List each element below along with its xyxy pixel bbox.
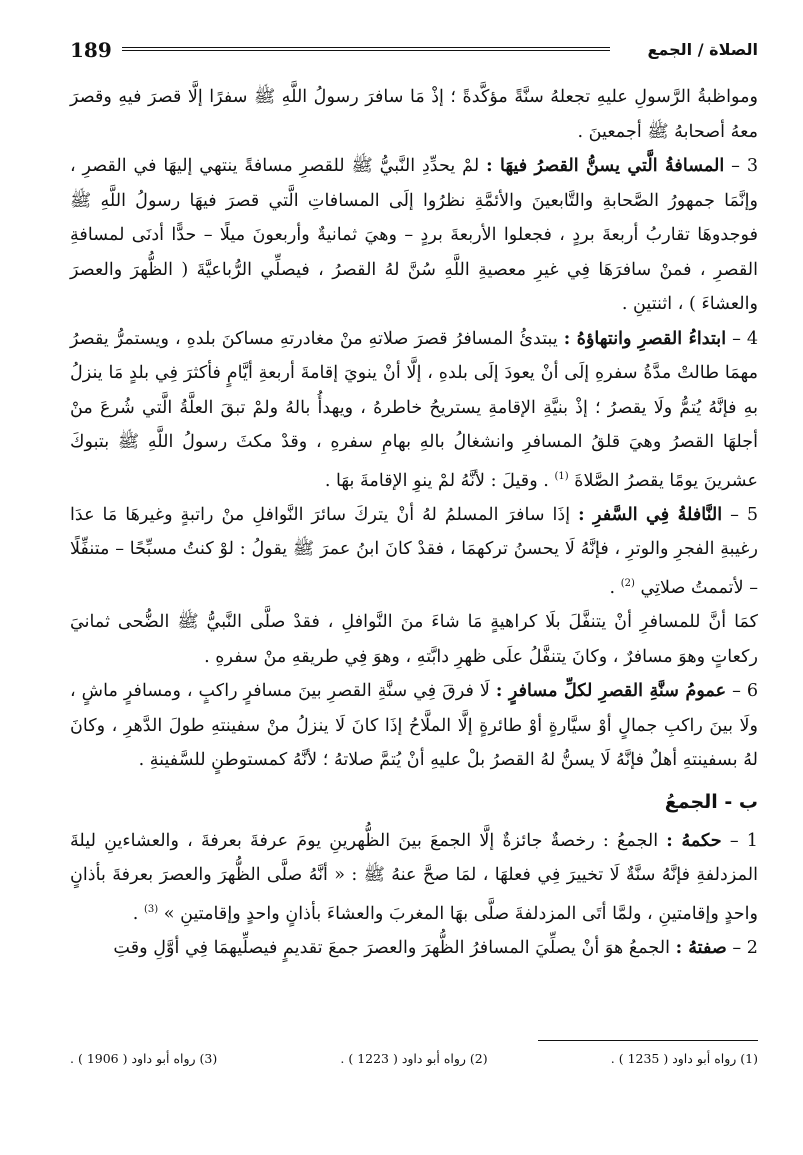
- item-number: 2 –: [732, 938, 758, 959]
- paragraph-text: يبتدئُ المسافرُ قصرَ صلاتهِ منْ مغادرتهِ مساكنَ بلدهِ ، ويستمرُّ يقصرُ مهمَا طالتْ مدَّةُ سفرهِ إلَى أنْ يعودَ إلَى بلدهِ ، إلَّا أنْ ينويَ إقامةَ أربعةِ أيَّامٍ فأكثرَ فِي بلدٍ مَا ينزلُ بهِ فإنَّهُ يُتمُّ ولَا يقصرُ ؛ إذْ بنيَّةِ الإقامةِ يستريحُ خاطرهُ ، ويهدأُ بالهُ ولمْ تبقَ العلَّةُ الَّتي شُرعَ منْ أجلهَا القصرُ وهيَ قلقُ المسافرِ وانشغالُ بالهِ بهامِ سفرهِ ، وقدْ مكثَ رسولُ اللَّهِ ﷺ بتبوكَ عشرينَ يومًا يقصرُ الصَّلاةَ: [70, 328, 758, 491]
- item-number: 4 –: [732, 328, 759, 349]
- footnote-rule: [538, 1040, 758, 1041]
- paragraph-text: . وقيلَ : لأنَّهُ لمْ ينوِ الإقامةَ بهَا .: [324, 470, 549, 491]
- paragraph-continuation: [70, 80, 758, 149]
- paragraph-text: لَا فرقَ فِي سنَّةِ القصرِ بينَ مسافرٍ راكبٍ ، ومسافرٍ ماشٍ ، ولَا بينَ راكبِ جمالٍ أوْ سيَّارةٍ أوْ طائرةٍ إلَّا الملَّاحُ إذَا كانَ لَا ينزلُ منْ سفينتهِ طولَ الدَّهرِ ، وكانَ لهُ بسفينتهِ أهلٌ فإنَّهُ لَا يسنُّ لهُ القصرُ بلْ عليهِ أنْ يُتمَّ صلاتهُ ؛ لأنَّهُ كمستوطنٍ للسَّفينةِ .: [70, 681, 758, 771]
- page-body: [70, 80, 758, 966]
- page-header: [70, 38, 758, 78]
- paragraph-ruling: [70, 824, 758, 931]
- paragraph-text: إذَا سافرَ المسلمُ لهُ أنْ يتركَ سائرَ النَّوافلِ منْ راتبةٍ وغيرهَا مَا عدَا رغيبةِ الفجرِ والوترِ ، فإنَّهُ لَا يحسنُ تركهمَا ، فقدْ كانَ ابنُ عمرَ ﷺ يقولُ : لوْ كنتُ مسبِّحًا – متنفِّلًا – لأتممتُ صلاتِي: [70, 504, 758, 598]
- footnote-line: [70, 1051, 758, 1066]
- footnote-ref-3[interactable]: (3): [143, 903, 159, 915]
- item-heading: حكمهُ :: [666, 829, 722, 851]
- paragraph-distance: [70, 149, 758, 322]
- running-title: الصلاة / الجمع: [647, 40, 758, 59]
- footnote-2: (2) رواه أبو داود ( 1223 ) .: [340, 1051, 488, 1066]
- paragraph-text: لمْ يحدِّدِ النَّبيُّ ﷺ للقصرِ مسافةً ينتهي إليهَا في القصرِ ، وإنَّمَا جمهورُ الصَّحابةِ والتَّابعينَ والأئمَّةِ نظرُوا إلَى المسافاتِ الَّتي قصرَ فيهَا رسولُ اللَّهِ ﷺ فوجدوهَا تقاربُ أربعةَ بردٍ ، فجعلوا الأربعةَ بردٍ – وهيَ ثمانيةٌ وأربعونَ ميلًا – حدًّا أدنَى لمسافةِ القصرِ ، فمنْ سافرَهَا فِي غيرِ معصيةِ اللَّهِ سُنَّ لهُ القصرُ ، فيصلِّي الرُّباعيَّةَ ( الظُّهرَ والعصرَ والعشاءَ ) ، اثنتينِ .: [70, 156, 758, 314]
- footnote-3: (3) رواه أبو داود ( 1906 ) .: [70, 1051, 218, 1066]
- item-number: 3 –: [731, 156, 759, 176]
- item-heading: النَّافلةُ فِي السَّفرِ :: [578, 503, 723, 525]
- paragraph-nafila-continued: [70, 605, 758, 674]
- paragraph-text: .: [609, 577, 616, 598]
- item-number: 1 –: [729, 830, 758, 851]
- item-number: 5 –: [730, 504, 759, 525]
- footnote-1: (1) رواه أبو داود ( 1235 ) .: [610, 1051, 758, 1066]
- footnote-ref-1[interactable]: (1): [554, 470, 569, 482]
- paragraph-text: ومواظبةُ الرَّسولِ عليهِ تجعلهُ سنَّةً مؤكَّدةً ؛ إذْ مَا سافرَ رسولُ اللَّهِ ﷺ سفرًا إلَّا قصرَ فيهِ وقصرَ معهُ أصحابهُ ﷺ أجمعينَ .: [70, 87, 758, 142]
- paragraph-nafila: [70, 498, 758, 605]
- paragraph-general-rule: [70, 674, 758, 778]
- item-number: 6 –: [732, 681, 759, 702]
- item-heading: صفتهُ :: [675, 937, 727, 959]
- paragraph-description: [70, 931, 758, 966]
- item-heading: عمومُ سنَّةِ القصرِ لكلِّ مسافرٍ :: [495, 680, 727, 702]
- paragraph-text: الجمعُ هوَ أنْ يصلِّيَ المسافرُ الظُّهرَ والعصرَ جمعَ تقديمٍ فيصلِّيهمَا فِي أوَّلِ وقتِ: [113, 938, 671, 959]
- item-heading: المسافةُ الَّتي يسنُّ القصرُ فيهَا :: [486, 155, 725, 176]
- page-number: 189: [70, 38, 112, 62]
- paragraph-text: .: [132, 903, 139, 924]
- section-heading: ب - الجمعُ: [664, 790, 758, 813]
- paragraph-text: كمَا أنَّ للمسافرِ أنْ يتنفَّلَ بلَا كراهيةٍ مَا شاءَ منَ النَّوافلِ ، فقدْ صلَّى النَّبيُّ ﷺ الضُّحى ثمانيَ ركعاتٍ وهوَ مسافرٌ ، وكانَ يتنفَّلُ علَى ظهرِ دابَّتهِ ، وهوَ فِي طريقهِ منْ سفرهِ .: [70, 612, 758, 667]
- paragraph-text: الجمعُ : رخصةٌ جائزةٌ إلَّا الجمعَ بينَ الظُّهرينِ يومَ عرفةَ بعرفةَ ، والعشاءينِ ليلةَ المزدلفةِ فإنَّهُ سنَّةٌ لَا تخييرَ فِي فعلهَا ، لمَا صحَّ عنهُ ﷺ : « أنَّهُ صلَّى الظُّهرَ والعصرَ بعرفةَ بأذانٍ واحدٍ وإقامتينِ ، ولمَّا أتَى المزدلفةَ صلَّى بهَا المغربَ والعشاءَ بأذانٍ واحدٍ وإقامتينِ »: [70, 830, 758, 924]
- footnote-ref-2[interactable]: (2): [620, 577, 635, 589]
- item-heading: ابتداءُ القصرِ وانتهاؤهُ :: [563, 327, 727, 349]
- footnotes: [70, 1040, 758, 1066]
- paragraph-start-end: [70, 322, 758, 498]
- header-double-rule: [122, 47, 610, 51]
